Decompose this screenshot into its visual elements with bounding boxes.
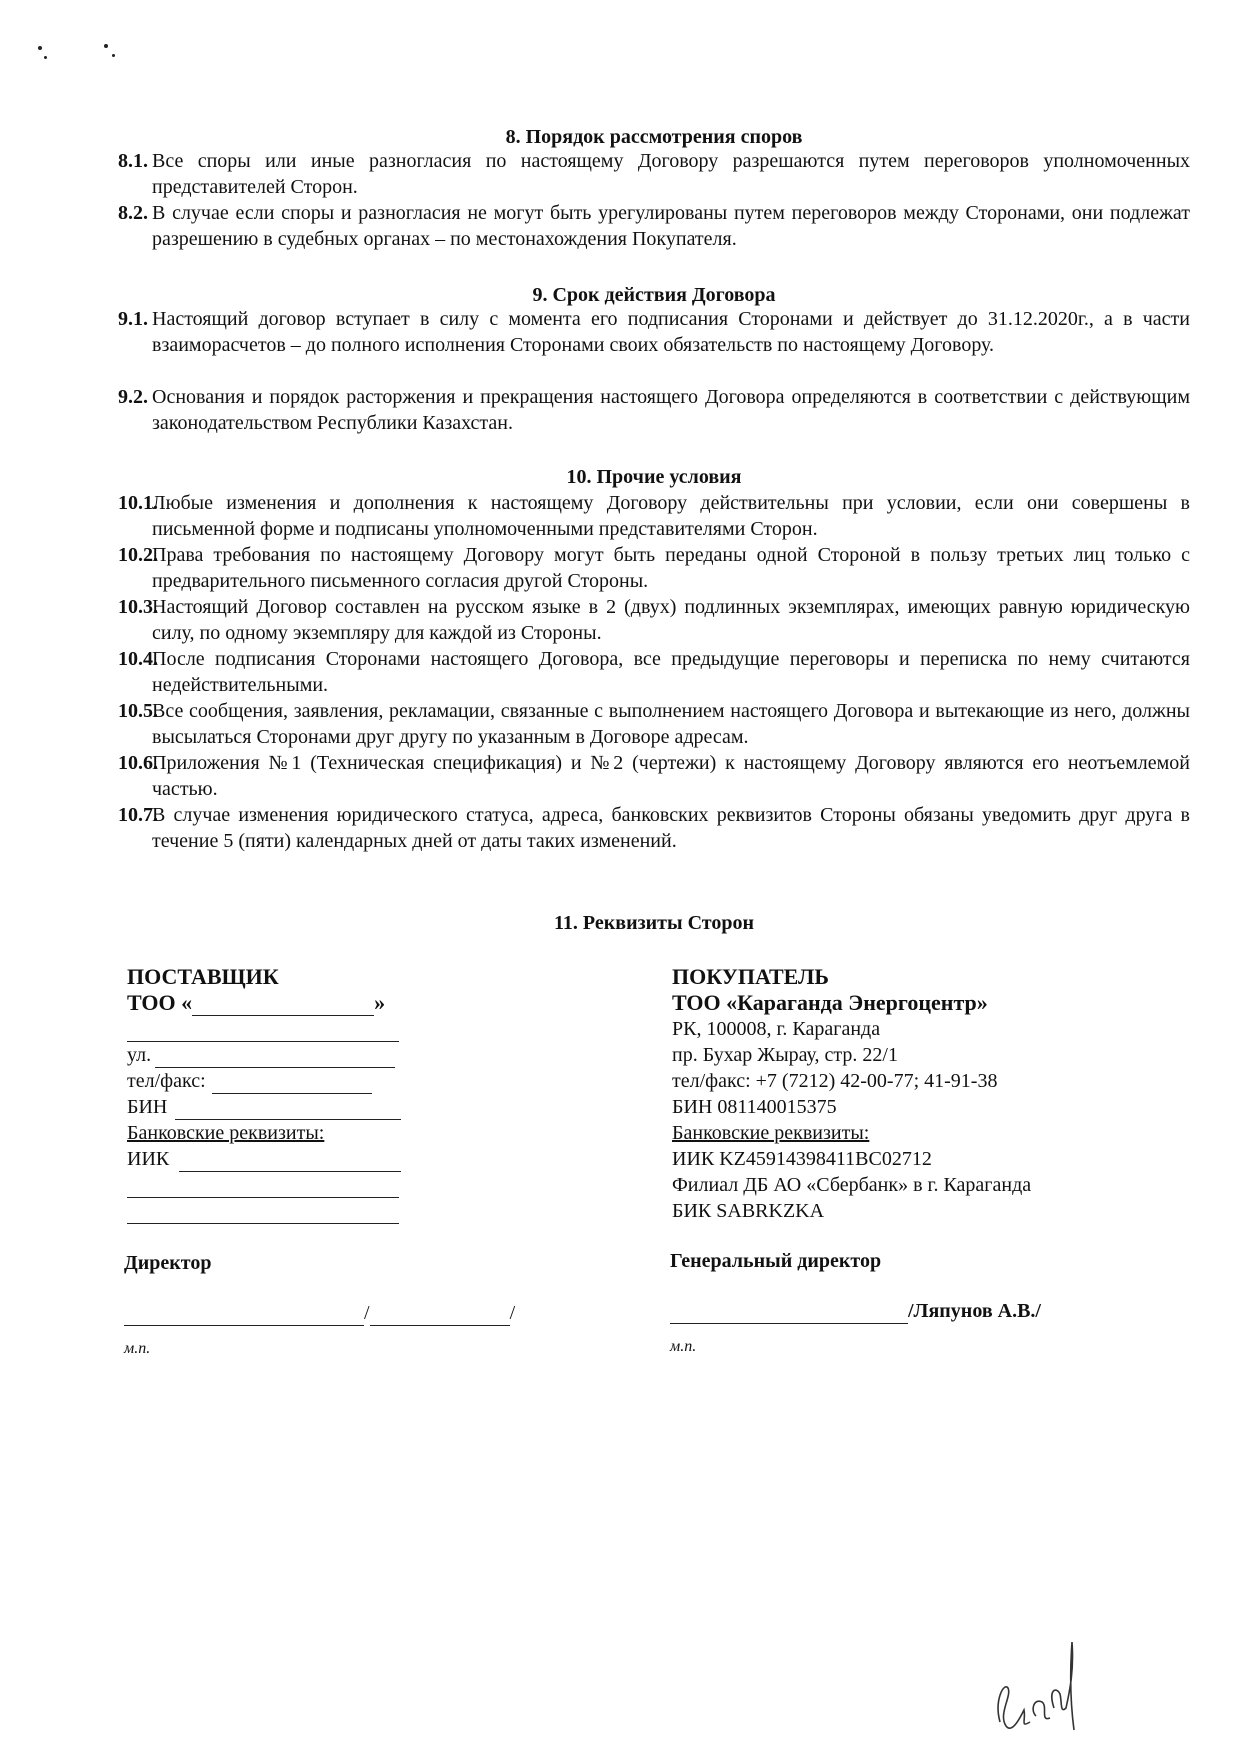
supplier-street-label: ул. [127,1044,152,1066]
clause-text: В случае если споры и разногласия не могут быть урегулированы путем переговоров между Сторонами, они подлежат разрешению в судебных органах – по местонахождения Покупателя. [152,202,1190,250]
supplier-phone-label: тел/факс: [127,1070,206,1092]
supplier-signature-line [124,1300,515,1326]
section-11-title: 11. Реквизиты Сторон [554,912,754,934]
clause-10-2 [118,542,1190,594]
clause-10-3 [118,594,1190,646]
supplier-blank-row [127,1172,427,1198]
clause-10-6 [118,750,1190,802]
section-9-title: 9. Срок действия Договора [532,284,776,306]
clause-number: 10.1. [118,492,158,514]
clause-text: Основания и порядок расторжения и прекращения настоящего Договора определяются в соответствии с действующим законодательством Республики Казахстан. [152,386,1190,434]
supplier-iik-label: ИИК [127,1148,170,1170]
supplier-org-suffix: » [374,990,386,1015]
supplier-phone-row [127,1068,427,1094]
blank-line [175,1101,401,1120]
blank-line [179,1153,401,1172]
supplier-sign-title: Директор [124,1252,212,1274]
buyer-bik: БИК SABRKZKA [672,1200,825,1222]
clause-8-1 [118,148,1190,200]
clause-text: Настоящий Договор составлен на русском языке в 2 (двух) подлинных экземплярах, имеющих равную юридическую силу, по одному экземпляру для каждой из Стороны. [152,596,1190,644]
clause-number: 9.2. [118,386,148,408]
supplier-street-row [127,1042,427,1068]
signature-separator: / [509,1302,516,1324]
supplier-blank-row [127,1198,427,1224]
clause-number: 8.1. [118,150,148,172]
buyer-bank-label: Банковские реквизиты: [672,1122,870,1144]
buyer-heading: ПОКУПАТЕЛЬ [672,964,829,989]
clause-10-7 [118,802,1190,854]
supplier-requisites [127,964,427,1224]
supplier-bank-label: Банковские реквизиты: [127,1122,325,1144]
scan-speck [44,56,47,59]
scan-speck [38,46,42,50]
section-8-title: 8. Порядок рассмотрения споров [505,126,803,148]
clause-8-2 [118,200,1190,252]
clause-text: Права требования по настоящему Договору могут быть переданы одной Стороной в пользу третьих лиц только с предварительного письменного согласия другой Стороны. [152,544,1190,592]
buyer-bin: БИН 081140015375 [672,1096,837,1118]
buyer-sign-name: /Ляпунов А.В./ [908,1300,1041,1322]
clause-number: 9.1. [118,308,148,330]
supplier-bin-label: БИН [127,1096,168,1118]
scan-speck [104,44,108,48]
supplier-heading: ПОСТАВЩИК [127,964,279,989]
buyer-sign-title: Генеральный директор [670,1250,882,1272]
clause-text: В случае изменения юридического статуса, адреса, банковских реквизитов Стороны обязаны уведомить друг друга в течение 5 (пяти) календарных дней от даты таких изменений. [152,804,1190,852]
buyer-city: РК, 100008, г. Караганда [672,1018,881,1040]
clause-number: 10.6. [118,752,158,774]
clause-number: 10.3. [118,596,158,618]
supplier-iik-row [127,1146,427,1172]
buyer-requisites [672,964,1192,1224]
scan-speck [112,54,115,57]
supplier-bin-row [127,1094,427,1120]
clause-number: 10.2. [118,544,158,566]
clause-9-2 [118,384,1190,436]
clause-number: 10.5. [118,700,158,722]
blank-line [370,1307,510,1326]
blank-line [124,1307,364,1326]
clause-text: Приложения №1 (Техническая спецификация) и №2 (чертежи) к настоящему Договору являются его неотъемлемой частью. [152,752,1190,800]
supplier-org-prefix: ТОО « [127,990,193,1015]
supplier-org-blank [192,997,374,1016]
blank-line [127,1205,399,1224]
supplier-blank-row [127,1016,427,1042]
clause-text: После подписания Сторонами настоящего Договора, все предыдущие переговоры и переписка по нему считаются недействительными. [152,648,1190,696]
clause-number: 10.4. [118,648,158,670]
clause-number: 8.2. [118,202,148,224]
buyer-phone: тел/факс: +7 (7212) 42-00-77; 41-91-38 [672,1070,998,1092]
clause-9-1 [118,306,1190,358]
clause-text: Настоящий договор вступает в силу с момента его подписания Сторонами и действует до 31.12.2020г., а в части взаиморасчетов – до полного исполнения Сторонами своих обязательств по настоящему Договору. [152,308,1190,356]
clause-10-4 [118,646,1190,698]
clause-text: Все споры или иные разногласия по настоящему Договору разрешаются путем переговоров уполномоченных представителей Сторон. [152,150,1190,198]
blank-line [212,1075,372,1094]
supplier-org-row [127,990,427,1016]
blank-line [155,1049,395,1068]
blank-line [670,1305,908,1324]
clause-10-5 [118,698,1190,750]
buyer-signature-line [670,1298,1041,1324]
clause-10-1 [118,490,1190,542]
section-10-title: 10. Прочие условия [566,466,742,488]
clause-text: Любые изменения и дополнения к настоящему Договору действительны при условии, если они совершены в письменной форме и подписаны уполномоченными представителями Сторон. [152,492,1190,540]
blank-line [127,1023,399,1042]
blank-line [127,1179,399,1198]
buyer-stamp-place: м.п. [670,1338,697,1355]
supplier-stamp-place: м.п. [124,1340,151,1357]
buyer-iik: ИИК KZ45914398411BC02712 [672,1148,932,1170]
clause-number: 10.7. [118,804,158,826]
buyer-street: пр. Бухар Жырау, стр. 22/1 [672,1044,898,1066]
buyer-branch: Филиал ДБ АО «Сбербанк» в г. Караганда [672,1174,1032,1196]
signature-separator: / [364,1302,370,1324]
buyer-org: ТОО «Караганда Энергоцентр» [672,990,988,1015]
clause-text: Все сообщения, заявления, рекламации, связанные с выполнением настоящего Договора и вытекающие из него, должны высылаться Сторонами друг другу по указанным в Договоре адресам. [152,700,1190,748]
handwritten-signature [990,1630,1100,1740]
